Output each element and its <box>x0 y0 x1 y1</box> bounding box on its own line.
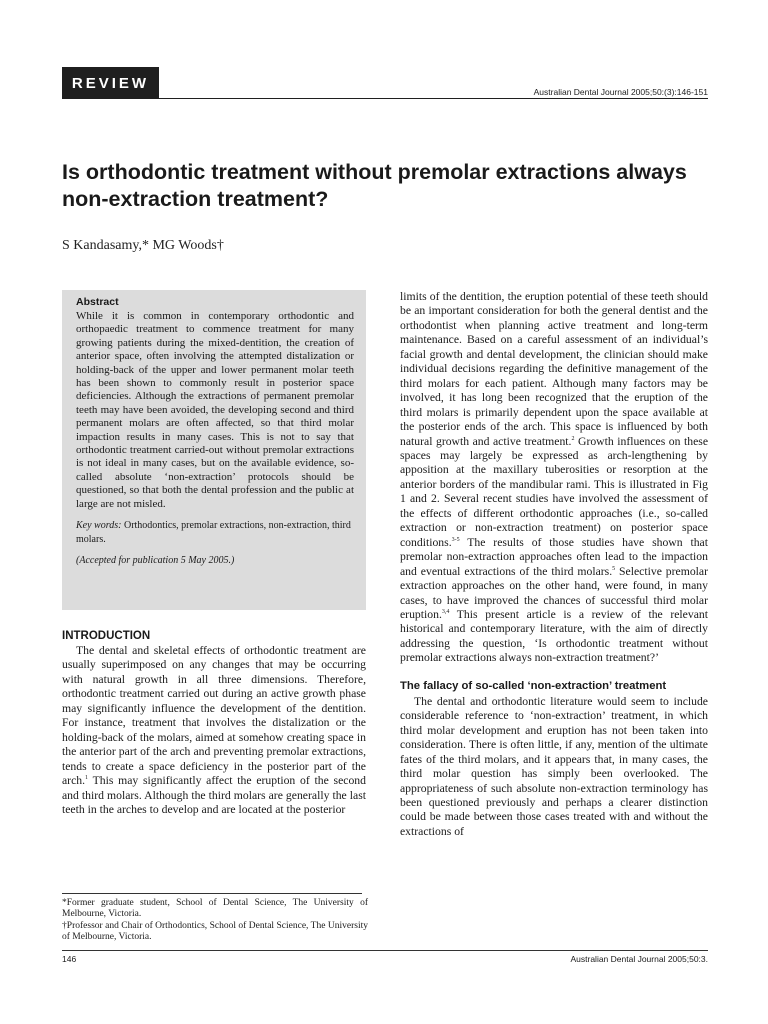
footnote-1: *Former graduate student, School of Dental Science, The University of Melbourne, Victoria. <box>62 898 368 920</box>
fallacy-subheading: The fallacy of so-called ‘non-extraction’ treatment <box>400 679 667 692</box>
right-paragraph-1: limits of the dentition, the eruption potential of these teeth should be an important consideration for both the general dentist and the orthodontist when planning active treatment and long-term maintenance. Based on a careful assessment of an individual’s facial growth and dental development, the clinician should make individual decisions regarding the definitive management of the third molars for each patient. Although many factors may be involved, it has long been recognized that the eruption of the third molars is primarily dependent upon the space available at the posterior ends of the arch. This space is influenced by both natural growth and active treatment.$^2$ Growth influences on these spaces may largely be expressed as arch-lengthening by apposition at the maxillary tuberosities or resorption at the anterior borders of the mandibular rami. This is illustrated in Fig 1 and 2. Several recent studies have involved the assessment of the effects of different orthodontic approaches (i.e., so-called extraction or non-extraction treatment) on posterior space conditions.$^{3-5}$ The results of those studies have shown that premolar non-extraction approaches often lead to the impaction and eventual extractions of the third molars.$^5$ Selective premolar extraction approaches on the other hand, were found, in many cases, to have improved the chances of successful third molar eruption.$^{3,4}$ This present article is a review of the relevant historical and contemporary literature, with the aim of directly addressing the question, ‘Is orthodontic treatment without premolar extractions always non-extraction treatment?’ <box>400 290 709 665</box>
footer-rule <box>62 950 708 951</box>
journal-reference-footer: Australian Dental Journal 2005;50:3. <box>570 954 708 964</box>
header-rule <box>62 98 708 99</box>
footnote-rule <box>62 893 362 894</box>
page-number: 146 <box>62 954 77 964</box>
citation: 2 <box>571 435 575 442</box>
footnotes <box>62 898 368 943</box>
section-label: REVIEW <box>62 67 159 99</box>
citation: 1 <box>85 775 89 782</box>
keywords-label: Key words: <box>76 520 122 532</box>
citation: 3,4 <box>441 609 450 616</box>
right-paragraph-2: The dental and orthodontic literature would seem to include considerable reference to ‘non-extraction’ treatment, in which third molar development and eruption has not been taken into consideration. There is often little, if any, mention of the ultimate fates of the third molars, and it appears that, in many cases, the third molar question has simply been overlooked. The appropriateness of such absolute non-extraction terminology has been questioned previously and perhaps a clearer distinction could be made between those cases treated with and without the extractions of <box>400 694 708 838</box>
footnote-2: †Professor and Chair of Orthodontics, School of Dental Science, The University of Melbourne, Victoria. <box>62 920 368 942</box>
article-title: Is orthodontic treatment without premolar extractions always non-extraction treatment? <box>62 160 687 211</box>
left-column <box>62 630 366 817</box>
journal-reference-header: Australian Dental Journal 2005;50:(3):146-151 <box>533 87 708 97</box>
citation: 3-5 <box>451 536 460 543</box>
abstract-text: While it is common in contemporary orthodontic and orthopaedic treatment to commence treatment for many growing patients during the mixed-dentition, the creation of anterior space, often involving the attempted distalization or holding-back of the upper and lower permanent molar teeth has been shown to commonly result in posterior space deficiencies. Although the extractions of permanent premolar teeth may have been avoided, the developing second and third permanent molars are often affected, so that third molar impaction results in many cases. This is not to say that orthodontic treatment carried-out without premolar extractions is not ideal in many cases, but on the available evidence, so-called absolute ‘non-extraction’ protocols should be questioned, so that both the dental profession and the public at large are not misled. <box>76 310 354 510</box>
article-authors: S Kandasamy,* MG Woods† <box>62 238 224 253</box>
citation: 5 <box>612 565 616 572</box>
introduction-heading: INTRODUCTION <box>62 630 151 642</box>
keywords-list: Orthodontics, premolar extractions, non-extraction, third molars. <box>76 520 351 545</box>
accepted-date: (Accepted for publication 5 May 2005.) <box>76 554 235 566</box>
abstract-box <box>62 290 366 610</box>
introduction-paragraph: The dental and skeletal effects of orthodontic treatment are usually superimposed on any changes that may be occurring with natural growth in all three dimensions. Therefore, orthodontic treatment carried out during an active growth phase may significantly influence the development of the dentition. For instance, treatment that involves the distalization or the holding-back of the molars, aimed at somehow creating space in the anterior part of the arch and preventing premolar extractions, tends to create a space deficiency in the posterior part of the arch.$^1$ This may significantly affect the eruption of the second and third molars. Although the third molars are generally the last teeth in the arches to develop and are located at the posterior <box>62 644 366 816</box>
abstract-heading: Abstract <box>76 296 119 308</box>
abstract-keywords <box>76 519 354 546</box>
right-column <box>400 290 708 839</box>
